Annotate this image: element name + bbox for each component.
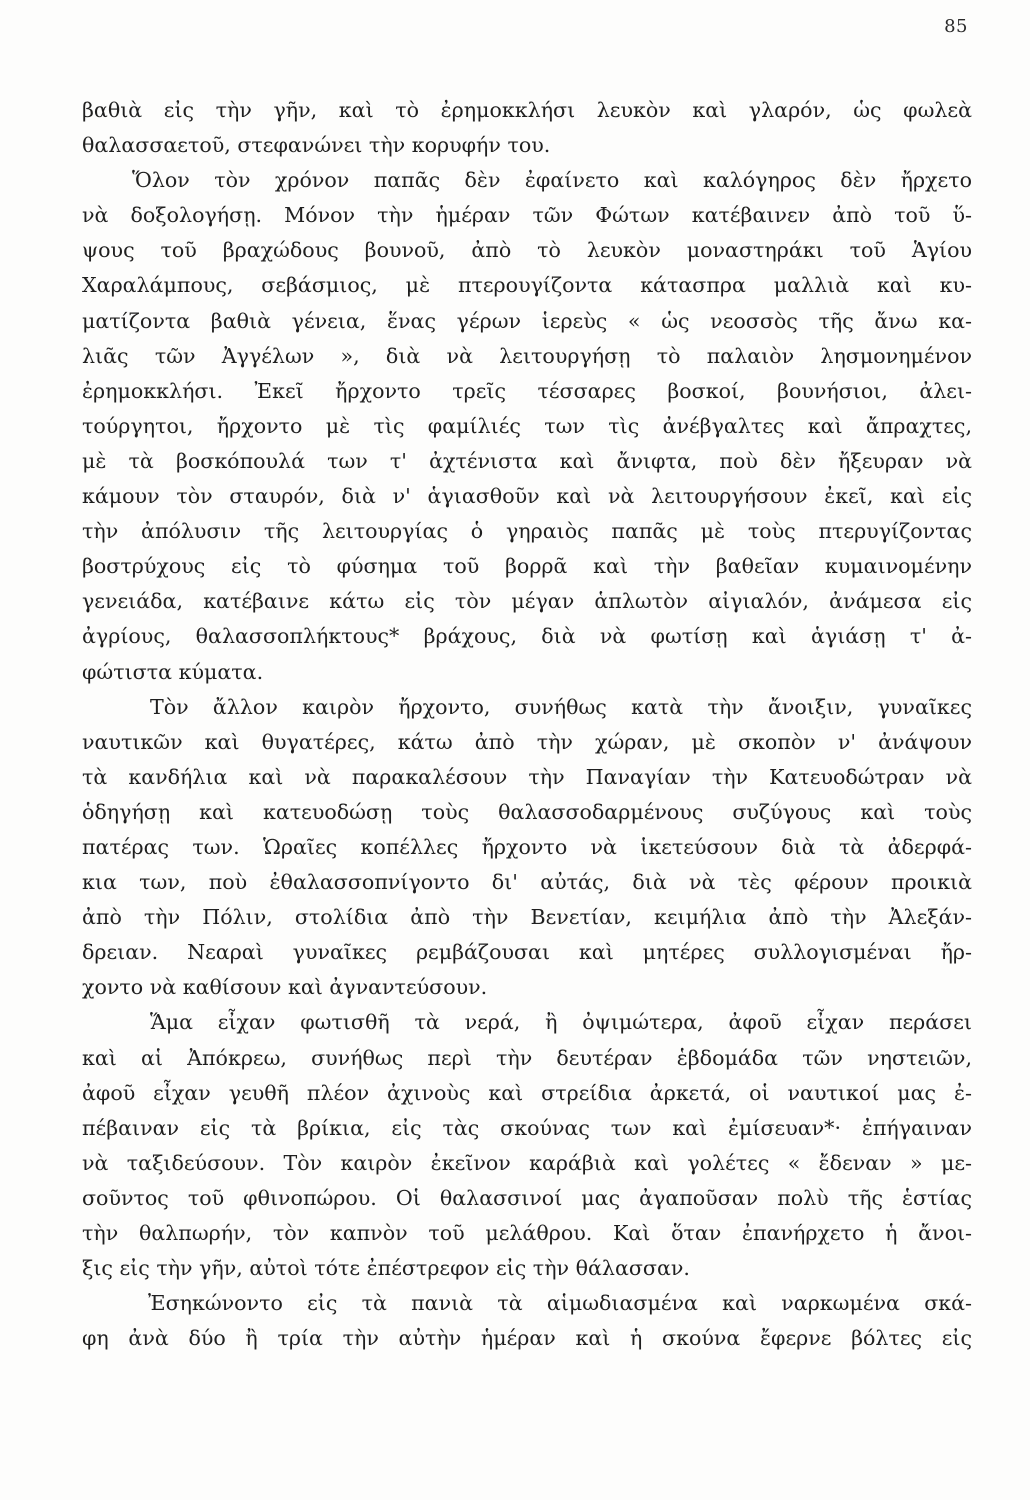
text-line: ξις εἰς τὴν γῆν, αὐτοὶ τότε ἐπέστρεφον εἰς τὴν θάλασσαν. [82,1256,690,1281]
text-line: σοῦντος τοῦ φθινοπώρου. Οἱ θαλασσινοί μας ἀγαποῦσαν πολὺ τῆς ἑστίας [82,1185,972,1210]
text-line: Ὅλον τὸν χρόνον παπᾶς δὲν ἐφαίνετο καὶ καλόγηρος δὲν ἤρχετο [132,168,972,193]
text-line: Ἐσηκώνοντο εἰς τὰ πανιὰ τὰ αἱμωδιασμένα καὶ ναρκωμένα σκά- [148,1291,972,1316]
text-line: ἀγρίους, θαλασσοπλήκτους* βράχους, διὰ νὰ φωτίσῃ καὶ ἁγιάσῃ τ' ἀ- [82,624,972,649]
text-line: φη ἀνὰ δύο ἢ τρία τὴν αὐτὴν ἡμέραν καὶ ἡ σκούνα ἔφερνε βόλτες εἰς [82,1326,972,1351]
text-line: ναυτικῶν καὶ θυγατέρες, κάτω ἀπὸ τὴν χώραν, μὲ σκοπὸν ν' ἀνάψουν [82,729,972,754]
text-line: πέβαιναν εἰς τὰ βρίκια, εἰς τὰς σκούνας των καὶ ἐμίσευαν*· ἐπήγαιναν [82,1115,972,1140]
text-line: ἐρημοκκλήσι. Ἐκεῖ ἤρχοντο τρεῖς τέσσαρες βοσκοί, βουνήσιοι, ἀλει- [82,378,972,403]
text-line: κια των, ποὺ ἐθαλασσοπνίγοντο δι' αὐτάς, διὰ νὰ τὲς φέρουν προικιὰ [82,870,972,895]
text-line: τὰ κανδήλια καὶ νὰ παρακαλέσουν τὴν Παναγίαν τὴν Κατευοδώτραν νὰ [82,764,972,789]
text-line: τὴν ἀπόλυσιν τῆς λειτουργίας ὁ γηραιὸς παπᾶς μὲ τοὺς πτερυγίζοντας [82,519,972,544]
text-line: νὰ δοξολογήσῃ. Μόνον τὴν ἡμέραν τῶν Φώτων κατέβαινεν ἀπὸ τοῦ ὕ- [82,203,972,228]
text-line: ἀφοῦ εἶχαν γευθῆ πλέον ἀχινοὺς καὶ στρείδια ἀρκετά, οἱ ναυτικοί μας ἐ- [82,1080,972,1105]
text-line: Χαραλάμπους, σεβάσμιος, μὲ πτερουγίζοντα κάτασπρα μαλλιὰ καὶ κυ- [82,273,972,298]
text-line: ψους τοῦ βραχώδους βουνοῦ, ἀπὸ τὸ λευκὸν μοναστηράκι τοῦ Ἁγίου [82,238,972,263]
body-text [82,93,972,1356]
text-line: νὰ ταξιδεύσουν. Τὸν καιρὸν ἐκεῖνον καράβιὰ καὶ γολέτες « ἔδεναν » με- [82,1150,972,1175]
page-number: 85 [944,16,968,37]
text-line: λιᾶς τῶν Ἀγγέλων », διὰ νὰ λειτουργήσῃ τὸ παλαιὸν λησμονημένον [82,343,972,368]
text-line: Τὸν ἄλλον καιρὸν ἤρχοντο, συνήθως κατὰ τὴν ἄνοιξιν, γυναῖκες [150,694,972,719]
text-line: τὴν θαλπωρήν, τὸν καπνὸν τοῦ μελάθρου. Καὶ ὅταν ἐπανήρχετο ἡ ἄνοι- [82,1221,972,1245]
text-line: βαθιὰ εἰς τὴν γῆν, καὶ τὸ ἐρημοκκλήσι λευκὸν καὶ γλαρόν, ὡς φωλεὰ [82,98,972,122]
text-line: γενειάδα, κατέβαινε κάτω εἰς τὸν μέγαν ἁπλωτὸν αἰγιαλόν, ἀνάμεσα εἰς [82,589,972,614]
text-line: κάμουν τὸν σταυρόν, διὰ ν' ἁγιασθοῦν καὶ νὰ λειτουργήσουν ἐκεῖ, καὶ εἰς [82,484,972,509]
text-line: ἀπὸ τὴν Πόλιν, στολίδια ἀπὸ τὴν Βενετίαν, κειμήλια ἀπὸ τὴν Ἀλεξάν- [82,905,972,930]
text-line: ματίζοντα βαθιὰ γένεια, ἕνας γέρων ἱερεὺς « ὡς νεοσσὸς τῆς ἄνω κα- [82,308,972,333]
text-line: δρειαν. Νεαραὶ γυναῖκες ρεμβάζουσαι καὶ μητέρες συλλογισμέναι ἤρ- [82,940,972,965]
text-line: βοστρύχους εἰς τὸ φύσημα τοῦ βορρᾶ καὶ τὴν βαθεῖαν κυμαινομένην [82,554,972,579]
text-line: πατέρας των. Ὡραῖες κοπέλλες ἤρχοντο νὰ ἱκετεύσουν διὰ τὰ ἀδερφά- [82,834,972,859]
text-line: χοντο νὰ καθίσουν καὶ ἀγναντεύσουν. [82,975,488,1000]
text-line: ὁδηγήσῃ καὶ κατευοδώσῃ τοὺς θαλασσοδαρμένους συζύγους καὶ τοὺς [82,799,972,824]
text-line: Ἅμα εἶχαν φωτισθῆ τὰ νερά, ἢ ὀψιμώτερα, ἀφοῦ εἶχαν περάσει [150,1010,972,1035]
text-line: καὶ αἱ Ἀπόκρεω, συνήθως περὶ τὴν δευτέραν ἑβδομάδα τῶν νηστειῶν, [82,1045,972,1070]
text-line: μὲ τὰ βοσκόπουλά των τ' ἀχτένιστα καὶ ἄνιφτα, ποὺ δὲν ἤξευραν νὰ [82,448,972,473]
text-line: φώτιστα κύματα. [82,659,264,684]
text-line: τούργητοι, ἤρχοντο μὲ τὶς φαμίλιές των τὶς ἀνέβγαλτες καὶ ἄπραχτες, [82,413,972,438]
text-line: θαλασσαετοῦ, στεφανώνει τὴν κορυφήν του. [82,133,551,158]
